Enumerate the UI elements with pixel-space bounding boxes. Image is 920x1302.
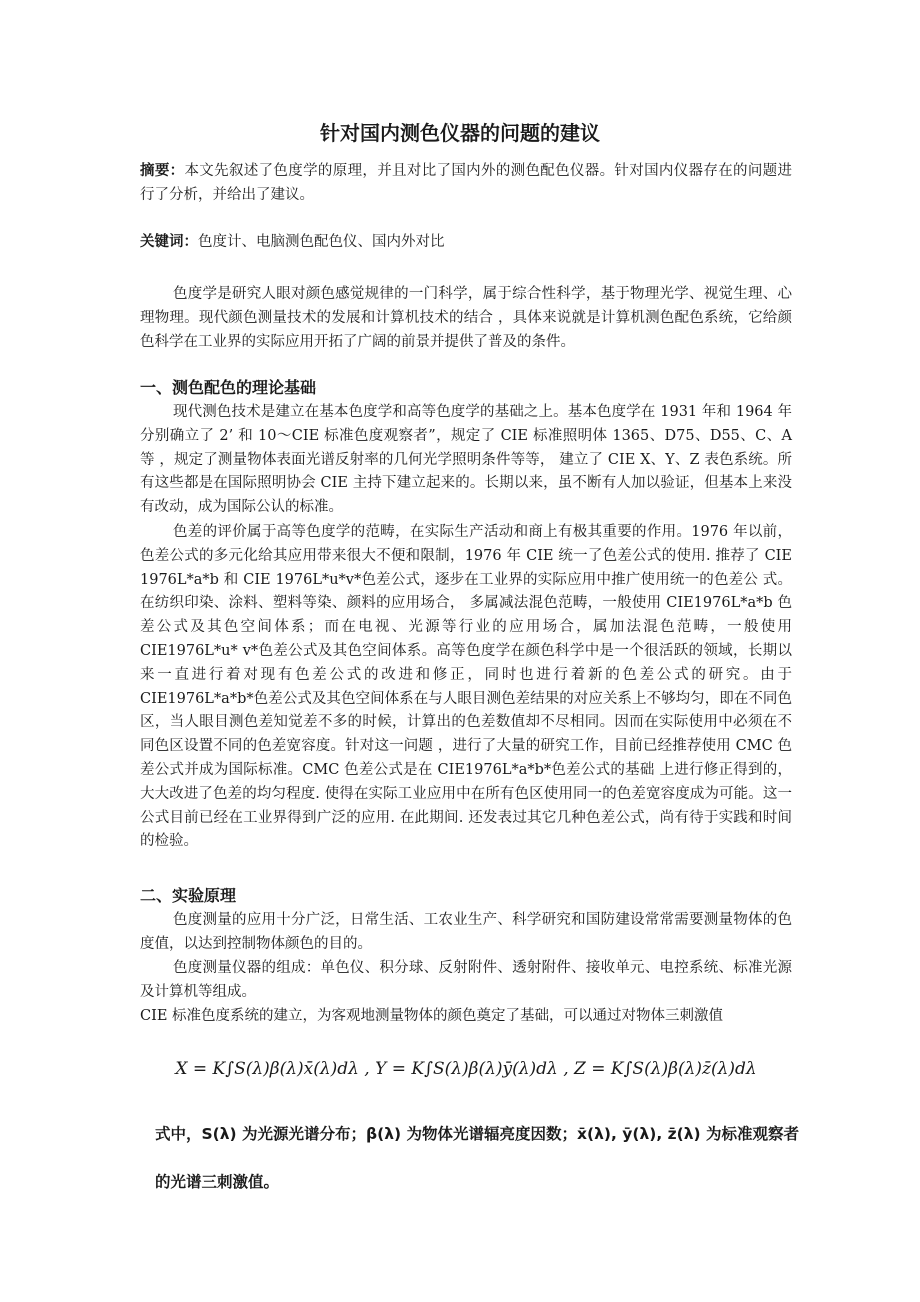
theory-paragraph-1: 现代测色技术是建立在基本色度学和高等色度学的基础之上。基本色度学在 1931 年和 1964 年分别确立了 2’ 和 10～CIE 标准色度观察者”，规定了 CIE 标准照明体 1365、D75、D55、C、A 等 ，规定了测量物体表面光谱反射率的几何光学照明条件等等， 建立了 CIE X、Y、Z 表色系统。所有这些都是在国际照明协会 CIE 主持下建立起来的。长期以来，虽不断有人加以验证，但基本上来没有改动，成为国际公认的标准。 <box>140 404 792 516</box>
intro-paragraph: 色度学是研究人眼对颜色感觉规律的一门科学，属于综合性科学，基于物理光学、视觉生理、心理物理。现代颜色测量技术的发展和计算机技术的结合 ，具体来说就是计算机测色配色系统，它给颜色科学在工业界的实际应用开拓了广阔的前景并提供了普及的条件。 <box>140 286 792 350</box>
abstract-text: 本文先叙述了色度学的原理，并且对比了国内外的测色配色仪器。针对国内仪器存在的问题进行了分析，并给出了建议。 <box>140 163 793 203</box>
abstract-label: 摘要： <box>140 163 185 179</box>
keywords-label: 关键词： <box>140 234 198 250</box>
tristimulus-formula: X = K∫S(λ)β(λ)x̄(λ)dλ , Y = K∫S(λ)β(λ)ȳ(λ)dλ , Z = K∫S(λ)β(λ)z̄(λ)dλ <box>175 1059 757 1079</box>
theory-paragraph-2: 色差的评价属于高等色度学的范畴，在实际生产活动和商上有极其重要的作用。1976 年以前，色差公式的多元化给其应用带来很大不便和限制，1976 年 CIE 统一了色差公式的使用. 推荐了 CIE 1976L*a*b 和 CIE 1976L*u*v*色差公式，逐步在工业界的实际应用中推广使用统一的色差公 式。在纺织印染、涂料、塑料等染、颜料的应用场合， 多属减法混色范畴，一般使用 CIE1976L*a*b 色差公式及其色空间体系；而在电视、光源等行业的应用场合，属加法混色范畴，一般使用 CIE1976L*u* v*色差公式及其色空间体系。高等色度学在颜色科学中是一个很活跃的领域，长期以来一直进行着对现有色差公式的改进和修正，同时也进行着新的色差公式的研究。由于 CIE1976L*a*b*色差公式及其色空间体系在与人眼目测色差结果的对应关系上不够均匀，即在不同色区，当人眼目测色差知觉差不多的时候，计算出的色差数值却不尽相同。因而在实际使用中必须在不同色区设置不同的色差宽容度。针对这一问题 ，进行了大量的研究工作，目前已经推荐使用 CMC 色差公式并成为国际标准。CMC 色差公式是在 CIE1976L*a*b*色差公式的基础 上进行修正得到的，大大改进了色差的均匀程度. 使得在实际工业应用中在所有色区使用同一的色差宽容度成为可能。这一公式目前已经在工业界得到广泛的应用. 在此期间. 还发表过其它几种色差公式，尚有待于实践和时间的检验。 <box>140 524 792 850</box>
keywords-text: 色度计、电脑测色配色仪、国内外对比 <box>198 234 445 250</box>
principle-paragraph-3: CIE 标准色度系统的建立，为客观地测量物体的颜色奠定了基础，可以通过对物体三刺激值 <box>140 1008 724 1024</box>
formula-footnote: 式中，S(λ) 为光源光谱分布；β(λ) 为物体光谱辐亮度因数；x̄(λ), ȳ(λ), z̄(λ) 为标准观察者的光谱三刺激值。 <box>155 1125 800 1191</box>
document-title: 针对国内测色仪器的问题的建议 <box>320 121 600 145</box>
keywords <box>140 231 792 255</box>
principle-paragraph-2: 色度测量仪器的组成：单色仪、积分球、反射附件、透射附件、接收单元、电控系统、标准光源及计算机等组成。 <box>140 960 792 1000</box>
section-heading-principle: 二、实验原理 <box>140 886 237 905</box>
principle-paragraph-1: 色度测量的应用十分广泛，日常生活、工农业生产、科学研究和国防建设常常需要测量物体的色度值，以达到控制物体颜色的目的。 <box>140 912 792 952</box>
section-heading-theory: 一、测色配色的理论基础 <box>140 378 317 397</box>
abstract <box>140 160 792 208</box>
